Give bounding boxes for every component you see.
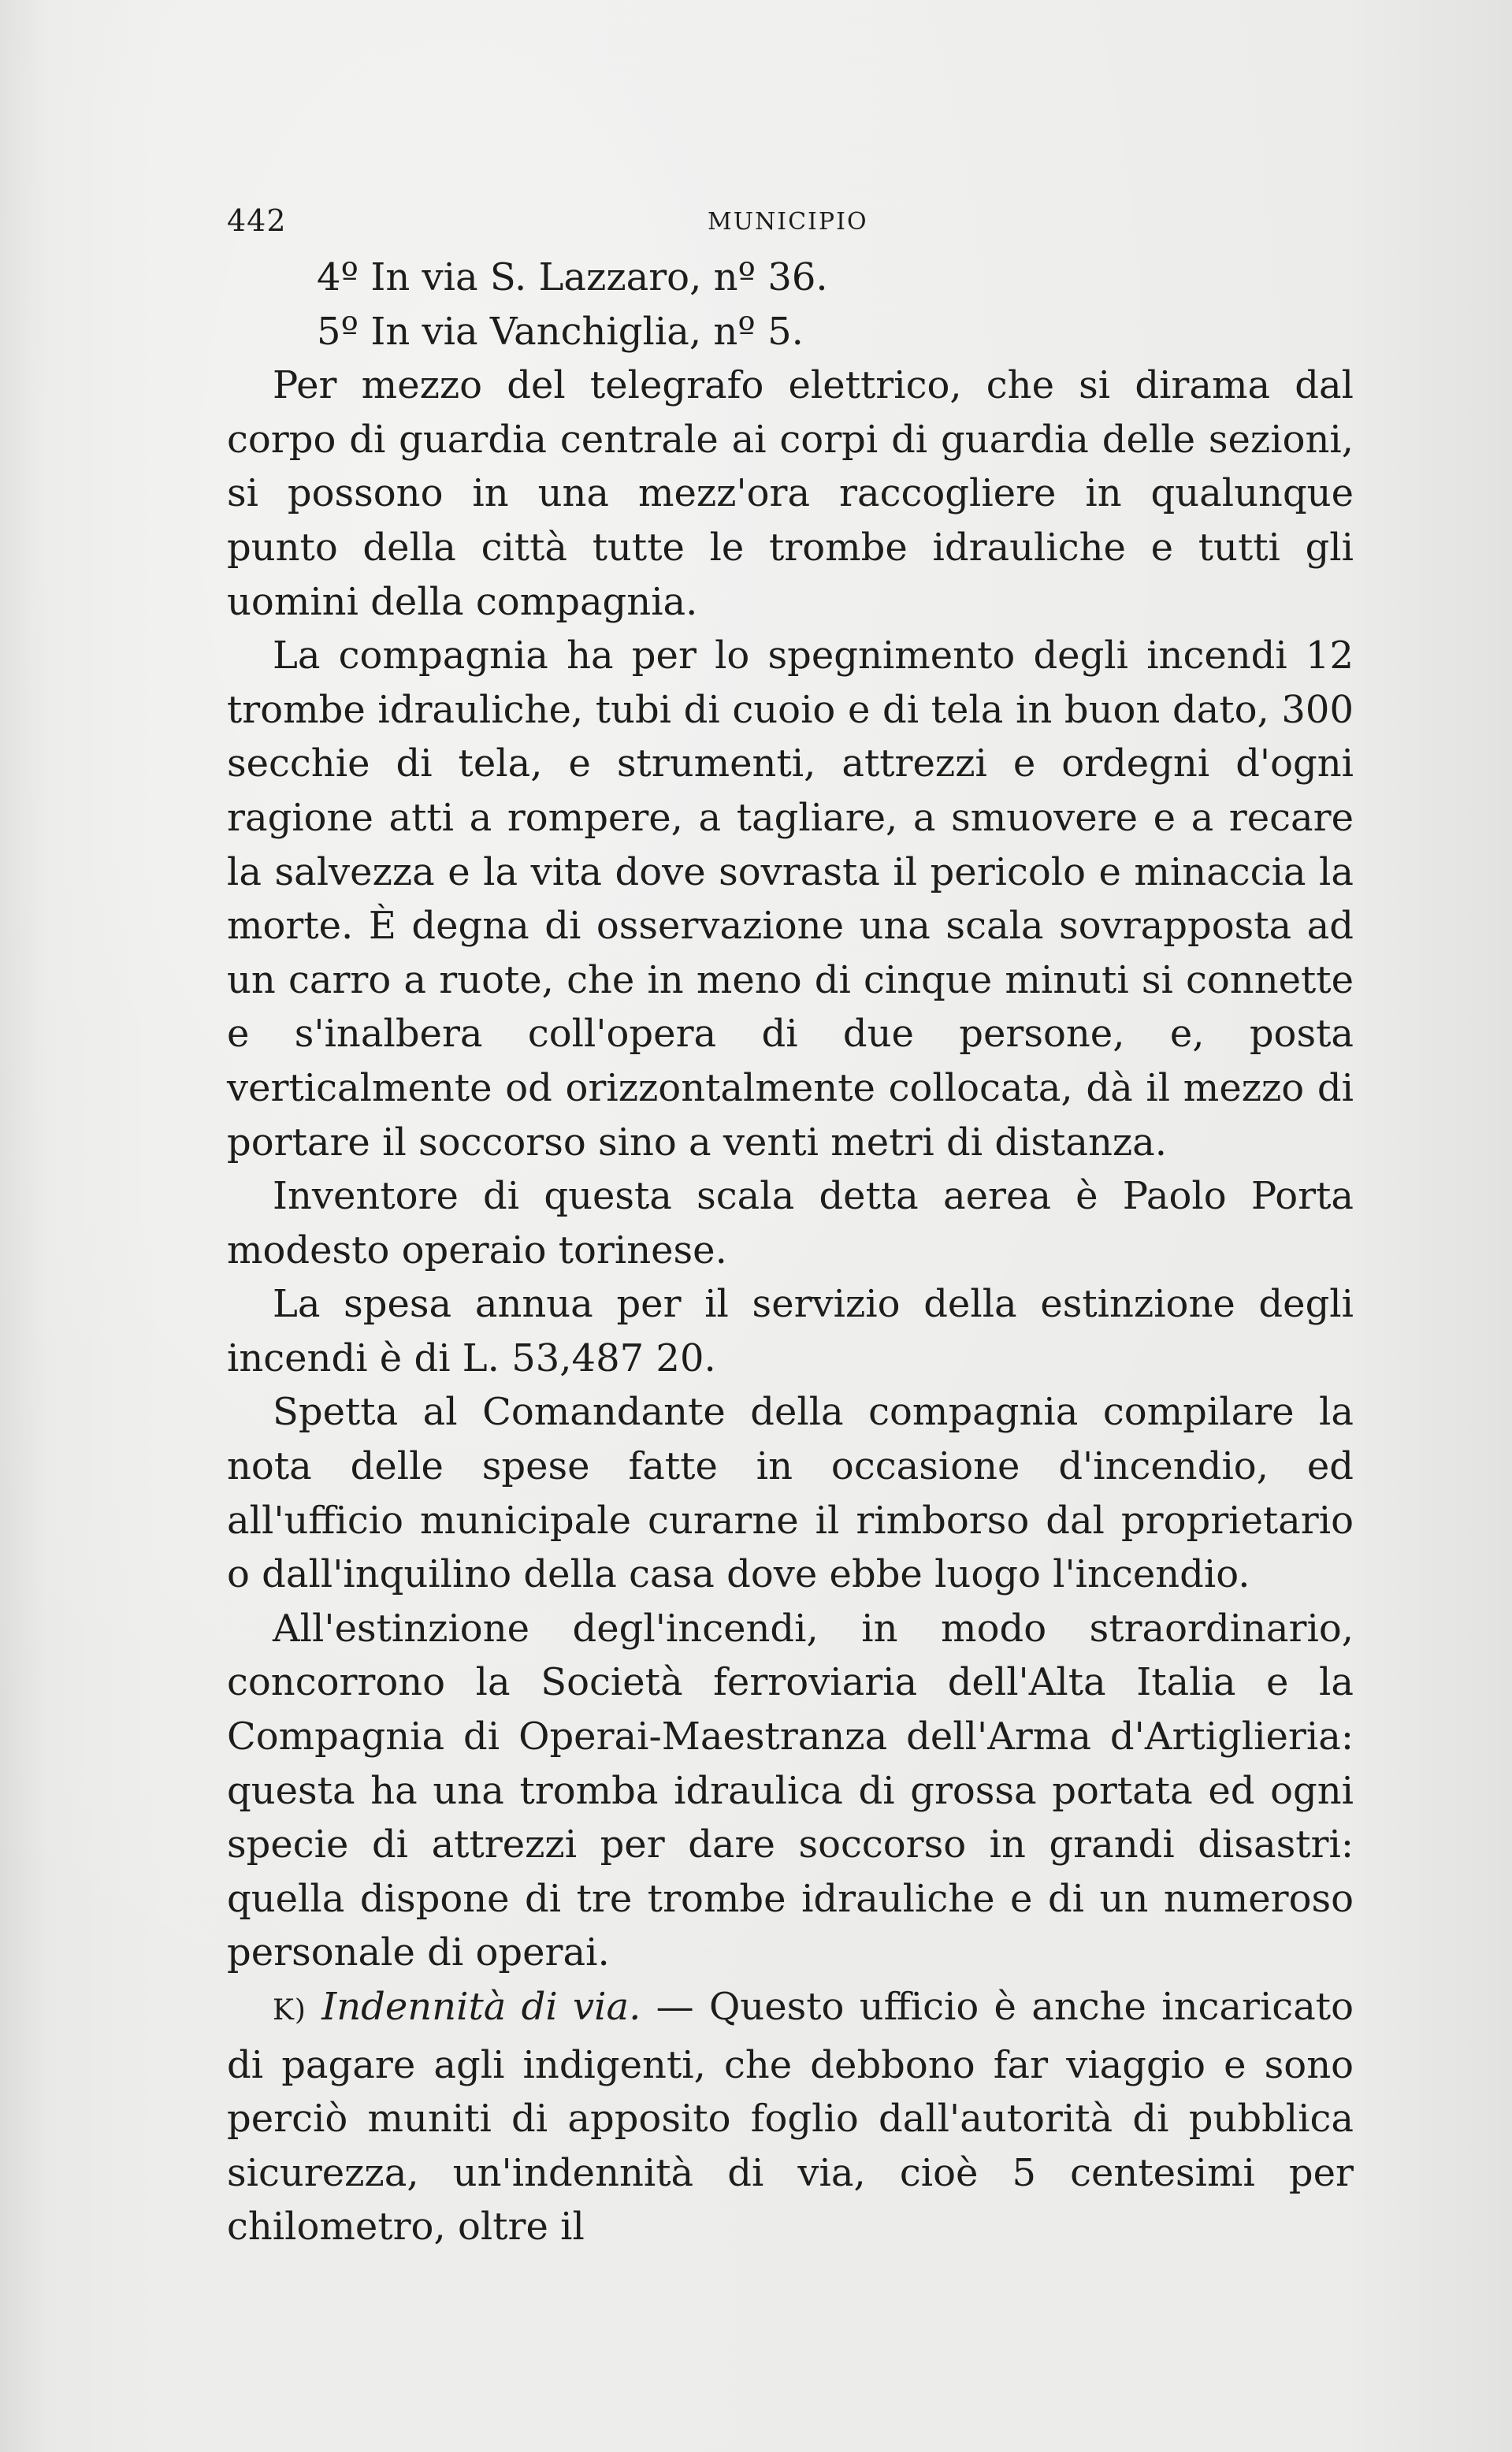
section-k-paragraph: [227, 1980, 1354, 2254]
paragraph: Per mezzo del telegrafo elettrico, che si dirama dal corpo di guardia centrale ai corpi di guardia delle sezioni, si possono in una mezz'ora raccogliere in qualunque punto della città tutte le trombe idrauliche e tutti gli uomini della compagnia.: [227, 363, 1354, 624]
running-head: [227, 203, 1362, 243]
paragraph: Spetta al Comandante della compagnia compilare la nota delle spese fatte in occasione d'incendio, ed all'ufficio municipale curarne il rimborso dal proprietario o dall'inquilino della casa dove ebbe luogo l'incendio.: [227, 1390, 1354, 1597]
section-title: Indennità di via.: [321, 1985, 641, 2029]
paragraph: La spesa annua per il servizio della estinzione degli incendi è di L. 53,487 20.: [227, 1282, 1354, 1380]
body-text: [227, 251, 1354, 2254]
paragraph: Inventore di questa scala detta aerea è Paolo Porta modesto operaio torinese.: [227, 1174, 1354, 1272]
section-text: Questo ufficio è anche incaricato di pagare agli indigenti, che debbono far viaggio e sono perciò muniti di apposito foglio dall'autorità di pubblica sicurezza, un'indennità di via, cioè 5 centesimi per chilometro, oltre il: [227, 1985, 1354, 2250]
section-dash: —: [656, 1985, 694, 2029]
paragraph: All'estinzione degl'incendi, in modo straordinario, concorrono la Società ferroviaria dell'Alta Italia e la Compagnia di Operai-Maestranza dell'Arma d'Artiglieria: questa ha una tromba idraulica di grossa portata ed ogni specie di attrezzi per dare soccorso in grandi disastri: quella dispone di tre trombe idrauliche e di un numeroso personale di operai.: [227, 1606, 1354, 1975]
list-item: 5º In via Vanchiglia, nº 5.: [317, 309, 804, 354]
list-item: 4º In via S. Lazzaro, nº 36.: [317, 255, 828, 299]
page-number: 442: [227, 203, 287, 238]
running-title: MUNICIPIO: [708, 208, 868, 236]
paragraph: La compagnia ha per lo spegnimento degli incendi 12 trombe idrauliche, tubi di cuoio e di tela in buon dato, 300 secchie di tela, e strumenti, attrezzi e ordegni d'ogni ragione atti a rompere, a tagliare, a smuovere e a recare la salvezza e la vita dove sovrasta il pericolo e minaccia la morte. È degna di osservazione una scala sovrapposta ad un carro a ruote, che in meno di cinque minuti si connette e s'inalbera coll'opera di due persone, e, posta verticalmente od orizzontalmente collocata, dà il mezzo di portare il soccorso sino a venti metri di distanza.: [227, 633, 1354, 1165]
section-letter: K): [273, 1994, 306, 2027]
